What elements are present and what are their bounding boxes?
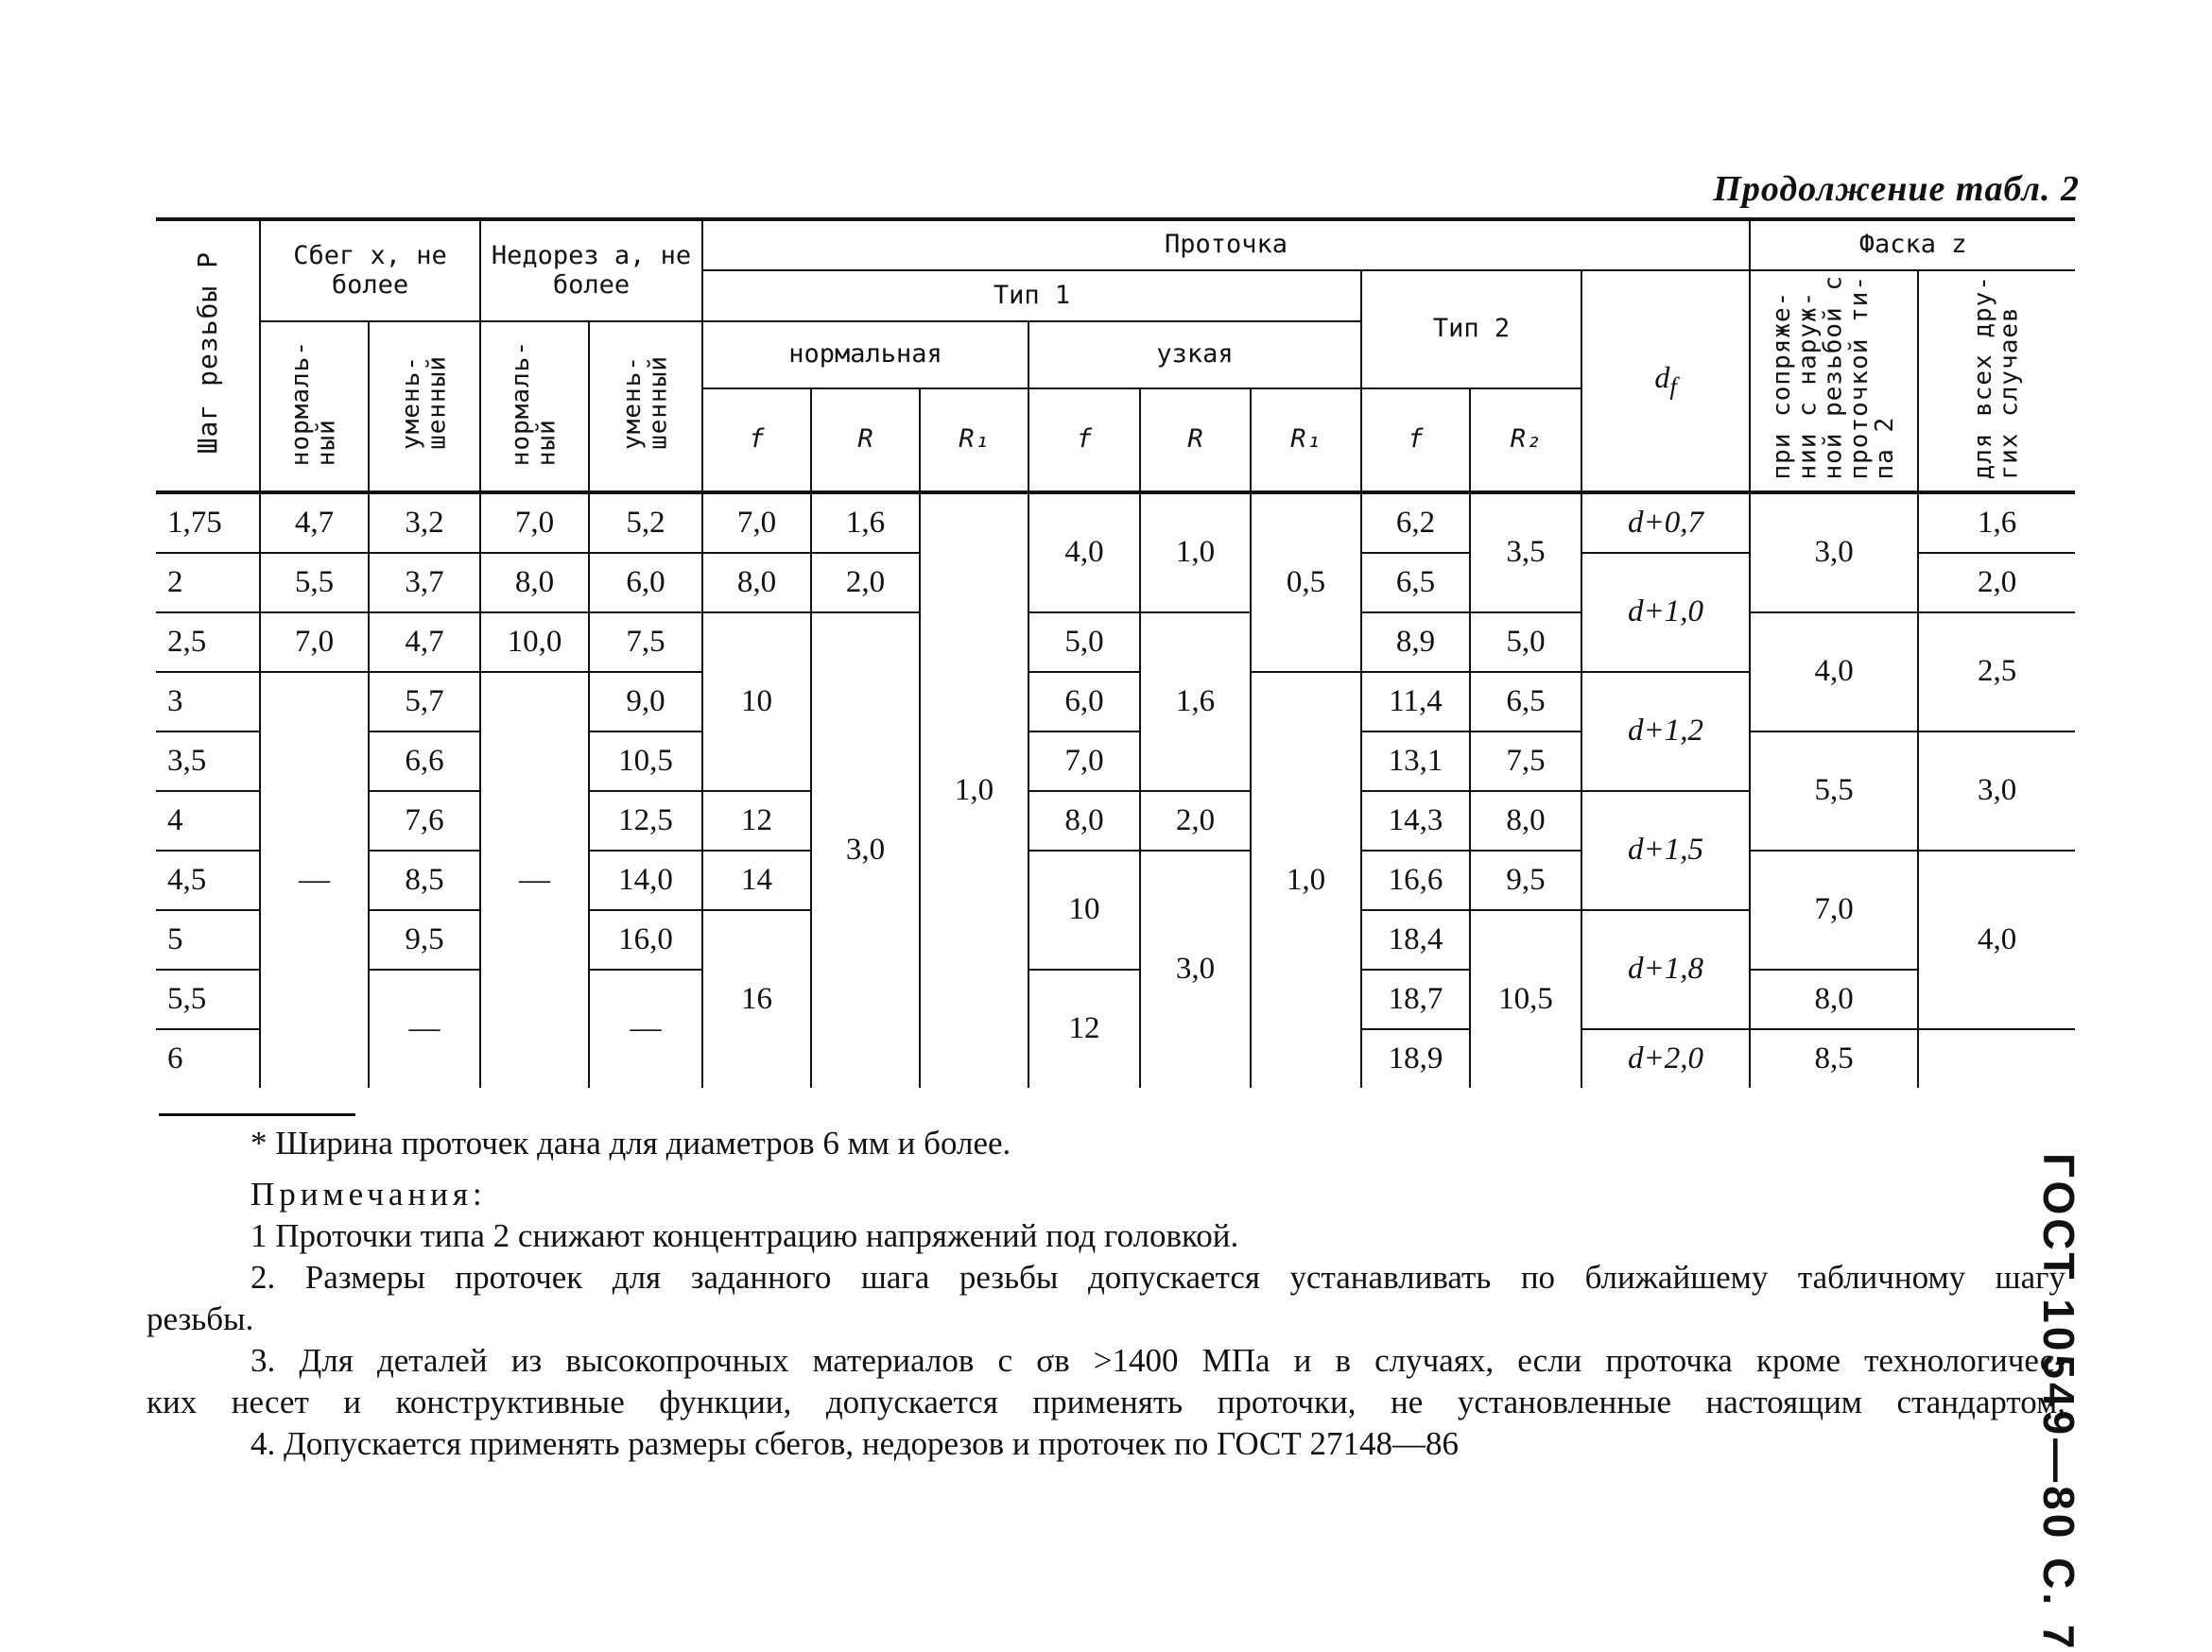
cell-t1n-f: 14 (702, 851, 811, 910)
cell-runout-reduced: 8,5 (369, 851, 480, 910)
notes-block (147, 1123, 2065, 1465)
cell-t1u-f: 4,0 (1028, 492, 1140, 612)
header-runout-reduced: умень- шенный (369, 321, 480, 492)
cell-t1u-R: 1,6 (1140, 612, 1251, 791)
cell-t1u-R: 3,0 (1140, 851, 1251, 1088)
table-continuation-caption: Продолжение табл. 2 (1713, 169, 2080, 209)
cell-runout-reduced: 4,7 (369, 612, 480, 672)
cell-df: d+1,8 (1581, 910, 1750, 1029)
cell-chamfer-mating: 8,0 (1750, 970, 1918, 1029)
cell-chamfer-mating: 3,0 (1750, 492, 1918, 612)
note-2-line-2: резьбы. (147, 1300, 254, 1337)
cell-t2-f: 8,9 (1361, 612, 1470, 672)
cell-undercut-reduced: 5,2 (589, 492, 702, 553)
cell-t2-R2: 3,5 (1470, 492, 1581, 612)
cell-t2-f: 11,4 (1361, 672, 1470, 731)
cell-t1u-R: 2,0 (1140, 791, 1251, 851)
cell-runout-normal: 7,0 (260, 612, 369, 672)
cell-runout-reduced: 3,7 (369, 553, 480, 612)
cell-t1u-f: 8,0 (1028, 791, 1140, 851)
header-runout-normal: нормаль- ный (260, 321, 369, 492)
cell-undercut-reduced: 10,5 (589, 731, 702, 791)
cell-undercut-reduced: 14,0 (589, 851, 702, 910)
cell-t1n-R: 3,0 (811, 612, 920, 1088)
cell-t2-R2: 8,0 (1470, 791, 1581, 851)
cell-chamfer-mating: 7,0 (1750, 851, 1918, 970)
header-t1u-R1: R₁ (1251, 388, 1361, 492)
header-chamfer-other: для всех дру- гих случаев (1918, 270, 2075, 492)
table-body (156, 492, 2075, 1088)
header-chamfer: Фаска z (1750, 219, 2075, 270)
header-undercut-normal: нормаль- ный (480, 321, 589, 492)
cell-runout-reduced: 9,5 (369, 910, 480, 970)
cell-t2-f: 18,9 (1361, 1029, 1470, 1088)
cell-t1u-f: 6,0 (1028, 672, 1140, 731)
cell-t1n-R: 1,6 (811, 492, 920, 553)
cell-undercut-reduced: 7,5 (589, 612, 702, 672)
cell-t2-f: 13,1 (1361, 731, 1470, 791)
cell-t1n-R1: 1,0 (920, 492, 1028, 1088)
table-row (156, 731, 2075, 791)
header-t1n-f: f (702, 388, 811, 492)
cell-df: d+1,2 (1581, 672, 1750, 791)
cell-t1n-f: 8,0 (702, 553, 811, 612)
table-row (156, 492, 2075, 553)
header-type1: Тип 1 (702, 270, 1361, 321)
header-chamfer-mating: при сопряже- нии с наруж- ной резьбой с проточкой ти- па 2 (1750, 270, 1918, 492)
note-4: 4. Допускается применять размеры сбегов, недорезов и проточек по ГОСТ 27148—86 (251, 1425, 1459, 1462)
cell-undercut-normal: 8,0 (480, 553, 589, 612)
header-t1n-R: R (811, 388, 920, 492)
header-t1u-f: f (1028, 388, 1140, 492)
cell-df: d+1,0 (1581, 553, 1750, 672)
cell-df: d+0,7 (1581, 492, 1750, 553)
cell-undercut-reduced: 9,0 (589, 672, 702, 731)
cell-chamfer-other: 1,6 (1918, 492, 2075, 553)
cell-t2-f: 14,3 (1361, 791, 1470, 851)
header-type1-normal: нормальная (702, 321, 1028, 388)
cell-pitch: 3 (156, 672, 260, 731)
cell-t1n-f: 16 (702, 910, 811, 1088)
header-t2-f: f (1361, 388, 1470, 492)
cell-undercut-reduced: 16,0 (589, 910, 702, 970)
notes-title: Примечания: (251, 1176, 487, 1213)
cell-runout-reduced: 7,6 (369, 791, 480, 851)
cell-t1u-f: 7,0 (1028, 731, 1140, 791)
cell-undercut-reduced: 12,5 (589, 791, 702, 851)
table-row (156, 612, 2075, 672)
groove-dimensions-table (156, 217, 2075, 1088)
cell-t2-f: 6,2 (1361, 492, 1470, 553)
cell-pitch: 3,5 (156, 731, 260, 791)
note-3-line-1: 3. Для деталей из высокопрочных материалов с σв >1400 МПа и в случаях, если проточка кроме технологичес- (251, 1342, 2065, 1379)
cell-runout-reduced: — (369, 970, 480, 1088)
cell-chamfer-other: 3,0 (1918, 731, 2075, 851)
cell-t2-f: 16,6 (1361, 851, 1470, 910)
cell-t1n-f: 10 (702, 612, 811, 791)
cell-pitch: 2 (156, 553, 260, 612)
cell-t2-R2: 6,5 (1470, 672, 1581, 731)
header-type2: Тип 2 (1361, 270, 1581, 388)
cell-pitch: 4 (156, 791, 260, 851)
cell-t1u-f: 5,0 (1028, 612, 1140, 672)
cell-pitch: 1,75 (156, 492, 260, 553)
cell-chamfer-other: 2,5 (1918, 612, 2075, 731)
standard-page-stamp: ГОСТ 10549—80 С. 7 (2034, 1153, 2083, 1652)
table-header (156, 219, 2075, 492)
cell-pitch: 4,5 (156, 851, 260, 910)
header-groove: Проточка (702, 219, 1750, 270)
cell-t2-f: 18,4 (1361, 910, 1470, 970)
cell-runout-reduced: 3,2 (369, 492, 480, 553)
note-1: 1 Проточки типа 2 снижают концентрацию напряжений под головкой. (251, 1217, 1239, 1254)
header-df: $d_f$ (1581, 270, 1750, 492)
header-t1u-R: R (1140, 388, 1251, 492)
header-runout: Сбег x, не более (260, 219, 480, 321)
cell-undercut-reduced: 6,0 (589, 553, 702, 612)
table-row (156, 970, 2075, 1029)
footnote: * Ширина проточек дана для диаметров 6 мм и более. (251, 1125, 1011, 1162)
cell-undercut-normal: — (480, 672, 589, 1088)
cell-t1n-f: 7,0 (702, 492, 811, 553)
cell-pitch: 5,5 (156, 970, 260, 1029)
cell-t1u-f: 10 (1028, 851, 1140, 970)
cell-chamfer-other: 4,0 (1918, 851, 2075, 1029)
cell-t2-f: 6,5 (1361, 553, 1470, 612)
note-3-line-2: ких несет и конструктивные функции, допускается применять проточки, не установленные настоящим стандартом. (147, 1384, 2065, 1420)
cell-t2-R2: 9,5 (1470, 851, 1581, 910)
cell-t1u-R1: 1,0 (1251, 672, 1361, 1088)
cell-t2-R2: 7,5 (1470, 731, 1581, 791)
cell-chamfer-other-empty (1918, 1029, 2075, 1088)
cell-undercut-reduced: — (589, 970, 702, 1088)
cell-runout-normal: — (260, 672, 369, 1088)
header-t1n-R1: R₁ (920, 388, 1028, 492)
cell-df: d+1,5 (1581, 791, 1750, 910)
cell-runout-normal: 4,7 (260, 492, 369, 553)
cell-runout-normal: 5,5 (260, 553, 369, 612)
cell-t1n-R: 2,0 (811, 553, 920, 612)
cell-t1u-f: 12 (1028, 970, 1140, 1088)
cell-df: d+2,0 (1581, 1029, 1750, 1088)
header-t2-R2: R₂ (1470, 388, 1581, 492)
footnote-divider (159, 1113, 355, 1116)
header-pitch: Шаг резьбы P (156, 219, 260, 492)
cell-t2-R2: 5,0 (1470, 612, 1581, 672)
note-2-line-1: 2. Размеры проточек для заданного шага резьбы допускается устанавливать по ближайшему табличному шагу (251, 1259, 2065, 1296)
cell-pitch: 5 (156, 910, 260, 970)
cell-pitch: 6 (156, 1029, 260, 1088)
cell-undercut-normal: 10,0 (480, 612, 589, 672)
header-undercut-reduced: умень- шенный (589, 321, 702, 492)
cell-undercut-normal: 7,0 (480, 492, 589, 553)
cell-pitch: 2,5 (156, 612, 260, 672)
cell-chamfer-other: 2,0 (1918, 553, 2075, 612)
cell-chamfer-mating: 4,0 (1750, 612, 1918, 731)
table-row (156, 851, 2075, 910)
header-undercut: Недорез a, не более (480, 219, 702, 321)
cell-t1u-R1: 0,5 (1251, 492, 1361, 672)
cell-chamfer-mating: 5,5 (1750, 731, 1918, 851)
cell-runout-reduced: 6,6 (369, 731, 480, 791)
cell-runout-reduced: 5,7 (369, 672, 480, 731)
cell-t2-f: 18,7 (1361, 970, 1470, 1029)
header-type1-narrow: узкая (1028, 321, 1361, 388)
cell-chamfer-mating: 8,5 (1750, 1029, 1918, 1088)
cell-t2-R2: 10,5 (1470, 910, 1581, 1088)
cell-t1u-R: 1,0 (1140, 492, 1251, 612)
cell-t1n-f: 12 (702, 791, 811, 851)
